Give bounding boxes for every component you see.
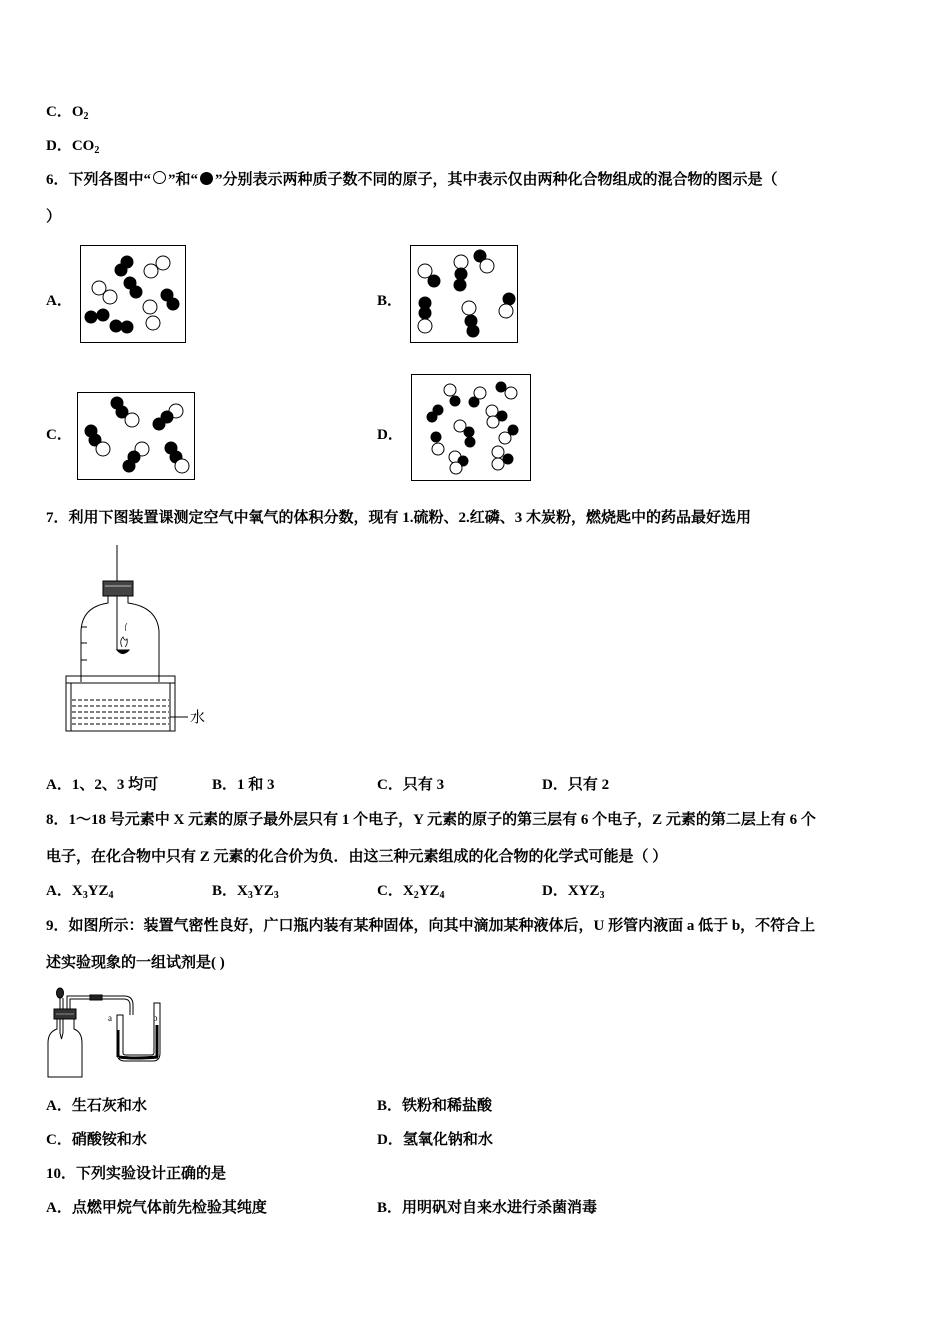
particles-c	[78, 393, 194, 479]
q10-stem: 10．下列实验设计正确的是	[46, 1166, 227, 1182]
q9-label-b: b	[153, 1013, 158, 1023]
q9-option-c: C．硝酸铵和水	[46, 1132, 147, 1148]
q9-option-a: A．生石灰和水	[46, 1098, 147, 1114]
q8-option-b: B．$X_3YZ_3$	[212, 883, 279, 901]
q6-option-b-label: B．	[377, 293, 403, 309]
particles-d	[412, 375, 530, 480]
q6-diagram-d	[411, 374, 531, 481]
q9-apparatus-diagram	[46, 985, 176, 1081]
q8-option-d: D．$XYZ_3$	[542, 883, 605, 901]
q7-option-b: B．1 和 3	[212, 777, 275, 793]
q6-option-c-label: C．	[46, 427, 72, 443]
q8-option-a: A．$X_3YZ_4$	[46, 883, 114, 901]
q6-diagram-c	[77, 392, 195, 480]
q9-stem-line2: 述实验现象的一组试剂是( )	[46, 955, 225, 971]
particles-b	[411, 246, 517, 342]
q7-option-a: A．1、2、3 均可	[46, 777, 159, 793]
q10-option-a: A．点燃甲烷气体前先检验其纯度	[46, 1200, 267, 1216]
q8-option-c: C．$X_2YZ_4$	[377, 883, 445, 901]
q9-option-b: B．铁粉和稀盐酸	[377, 1098, 493, 1114]
q5-option-d: D．$CO_2$	[46, 138, 100, 156]
q10-option-b: B．用明矾对自来水进行杀菌消毒	[377, 1200, 598, 1216]
q6-option-a-label: A．	[46, 293, 72, 309]
q7-water-label: 水	[190, 710, 206, 726]
q7-stem: 7．利用下图装置课测定空气中氧气的体积分数，现有 1.硫粉、2.红磷、3 木炭粉，燃烧匙中的药品最好选用	[46, 510, 752, 526]
q6-diagram-a	[80, 245, 186, 343]
q8-stem-line2: 电子，在化合物中只有 Z 元素的化合价为负．由这三种元素组成的化合物的化学式可能是（ ）	[46, 849, 668, 865]
q7-option-c: C．只有 3	[377, 777, 445, 793]
q9-option-d: D．氢氧化钠和水	[377, 1132, 493, 1148]
black-atom-icon	[200, 172, 213, 185]
particles-a	[81, 246, 185, 342]
q8-stem-line1: 8．1～18 号元素中 X 元素的原子最外层只有 1 个电子，Y 元素的原子的第三层有 6 个电子，Z 元素的第二层上有 6 个	[46, 812, 816, 828]
q7-option-d: D．只有 2	[542, 777, 610, 793]
q9-label-a: a	[108, 1013, 112, 1023]
q6-stem: 6．下列各图中“ ”和“ ”分别表示两种质子数不同的原子，其中表示仅由两种化合物组成的混合物的图示是（	[46, 172, 778, 188]
q6-option-d-label: D．	[377, 427, 403, 443]
q5-option-c: C．$O_2$	[46, 104, 89, 122]
q6-diagram-b	[410, 245, 518, 343]
q9-stem-line1: 9．如图所示：装置气密性良好，广口瓶内装有某种固体，向其中滴加某种液体后，U 形管内液面 a 低于 b，不符合上	[46, 918, 816, 934]
q6-stem-end: ）	[46, 209, 62, 225]
white-atom-icon	[153, 171, 166, 184]
